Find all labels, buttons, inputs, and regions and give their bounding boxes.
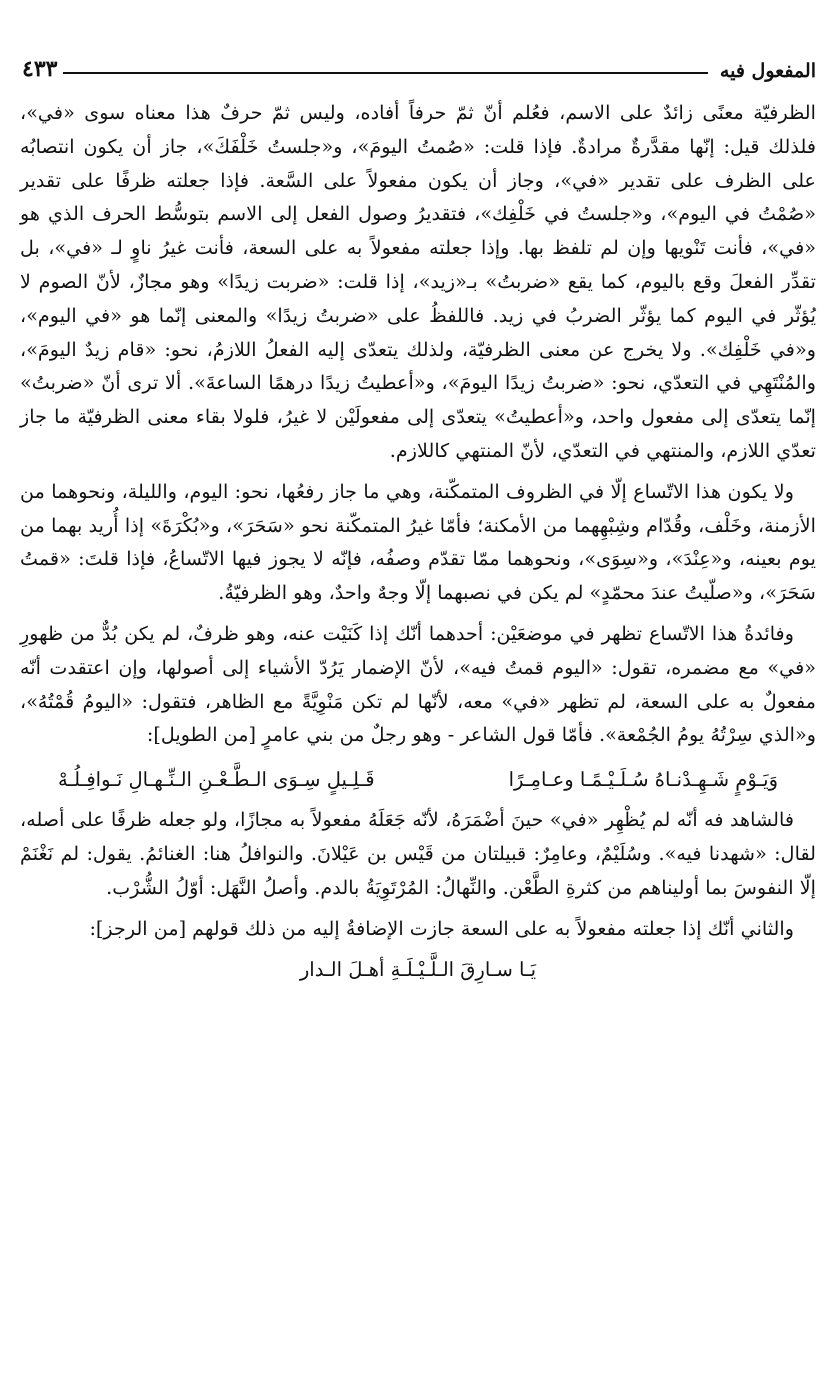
poetry-line: يَـا سـارِقَ الـلَّـيْـلَـةِ أهـلَ الـدار xyxy=(299,958,537,982)
paragraph: والثاني أنّك إذا جعلته مفعولاً به على السعة جازت الإضافةُ إليه من ذلك قولهم [من الرجز]: xyxy=(89,916,794,940)
page-number: ٤٣٣ xyxy=(22,56,58,82)
verse-first-hemistich: وَيَـوْمٍ شَـهِـدْنـاهُ سُـلَـيْـمًـا وعـامِـرًا xyxy=(508,768,778,792)
page-header xyxy=(22,48,816,82)
header-rule xyxy=(63,72,707,74)
poetry-verse xyxy=(20,759,816,803)
verse-second-hemistich: قَـلِـيلٍ سِـوَى الـطَّـعْـنِ الـنِّـهـالِ نَـوافِـلُـهْ xyxy=(58,768,375,792)
paragraph: وفائدةُ هذا الاتّساع تظهر في موضعَيْن: أحدهما أنّك إذا كَنَيْت عنه، وهو ظرفٌ، لم يكن بُدٌّ من ظهورِ «في» مع مضمره، تقول: «اليوم قمتُ فيه»، لأنّ الإضمار يَرُدّ الأشياء إلى أصولها، وإن اعتقدت أنّه مفعولٌ به على السعة، لم تظهر «في» معه، لأنّها لم تكن مَنْوِيَّةً مع الظاهر، فتقول: «اليومُ قُمْتُهُ»، و«الذي سِرْتُهُ يومُ الجُمْعة». فأمّا قول الشاعر - وهو رجلٌ من بني عامرٍ [من الطويل]: xyxy=(20,621,816,747)
page-body xyxy=(20,96,816,987)
running-title: المفعول فيه xyxy=(719,60,816,82)
paragraph: الظرفيّة معنًى زائدٌ على الاسم، فعُلم أنّ ثمّ حرفاً أفاده، وليس ثمّ حرفٌ هذا معناه سوى «في»، فلذلك قيل: إنّها مقدَّرةٌ مرادةٌ. فإذا قلت: «صُمتُ اليومَ»، و«جلستُ خَلْفَكَ»، جاز أن يكون انتصابُه على الظرف على تقدير «في»، وجاز أن يكون مفعولاً على السَّعة. فإذا جعلته ظرفًا على تقدير «صُمْتُ في اليوم»، و«جلستُ في خَلْفِك»، فتقديرُ وصول الفعل إلى الاسم بتوسُّط الحرف الذي هو «في»، فأنت تَنْويها وإن لم تلفظ بها. وإذا جعلته مفعولاً به على السعة، فأنت غيرُ ناوٍ لـ «في»، بل تقدِّر الفعلَ وقع باليوم، كما يقع «ضربتُ» بـ«زيد»، إذا قلت: «ضربت زيدًا» وهو مجازٌ، لأنّ الصوم لا يُؤثّر في اليوم كما يؤثّر الضربُ في زيد. فاللفظُ على «ضربتُ زيدًا» والمعنى إنّما هو «في اليوم»، و«في خَلْفِك». ولا يخرج عن معنى الظرفيّة، ولذلك يتعدّى إليه الفعلُ اللازمُ، نحو: «قام زيدٌ اليومَ»، والمُنْتَهِي في التعدّي، نحو: «ضربتُ زيدًا اليومَ»، و«أعطيتُ زيدًا درهمًا الساعةَ». ألا ترى أنّ «ضربتُ» إنّما يتعدّى إلى مفعول واحد، و«أعطيتُ» يتعدّى إلى مفعولَيْن لا غيرُ، فلولا بقاء معنى الظرفيّة ما جاز تعدّي اللازم، والمنتهي في التعدّي، لأنّ المنتهي كاللازم. xyxy=(20,101,816,462)
paragraph: ولا يكون هذا الاتّساع إلّا في الظروف المتمكّنة، وهي ما جاز رفعُها، نحو: اليوم، والليلة، ونحوهما من الأزمنة، وخَلْف، وقُدّام وشِبْهِهما من الأمكنة؛ فأمّا غيرُ المتمكّنة نحو «سَحَرَ»، و«بُكْرَةَ» إذا أُريد بهما من يوم بعينه، و«عِنْدَ»، و«سِوَى»، ونحوهما ممّا تقدّم وصفُه، فإنّه لا يجوز فيها الاتّساعُ، فإذا قلتَ: «قمتُ سَحَرَ»، و«صلّيتُ عندَ محمّدٍ» لم يكن في نصبهما إلّا وجهٌ واحدٌ، وهو الظرفيّةُ. xyxy=(20,479,816,605)
paragraph: فالشاهد فه أنّه لم يُظْهِر «في» حينَ أضْمَرَهُ، لأنّه جَعَلَهُ مفعولاً به مجازًا، ولو جعله ظرفًا على أصله، لقال: «شهدنا فيه». وسُلَيْمٌ، وعامِرٌ: قبيلتان من قَيْس بن عَيْلانَ. والنوافلُ هنا: الغنائمُ. يقول: لم نَغْنَمْ إلّا النفوسَ بما أوليناهم من كثرةِ الطَّعْن. والنِّهالُ: المُرْتَوِيَةُ بالدم. وأصلُ النَّهَل: أوّلُ الشُّرْب. xyxy=(20,808,816,899)
